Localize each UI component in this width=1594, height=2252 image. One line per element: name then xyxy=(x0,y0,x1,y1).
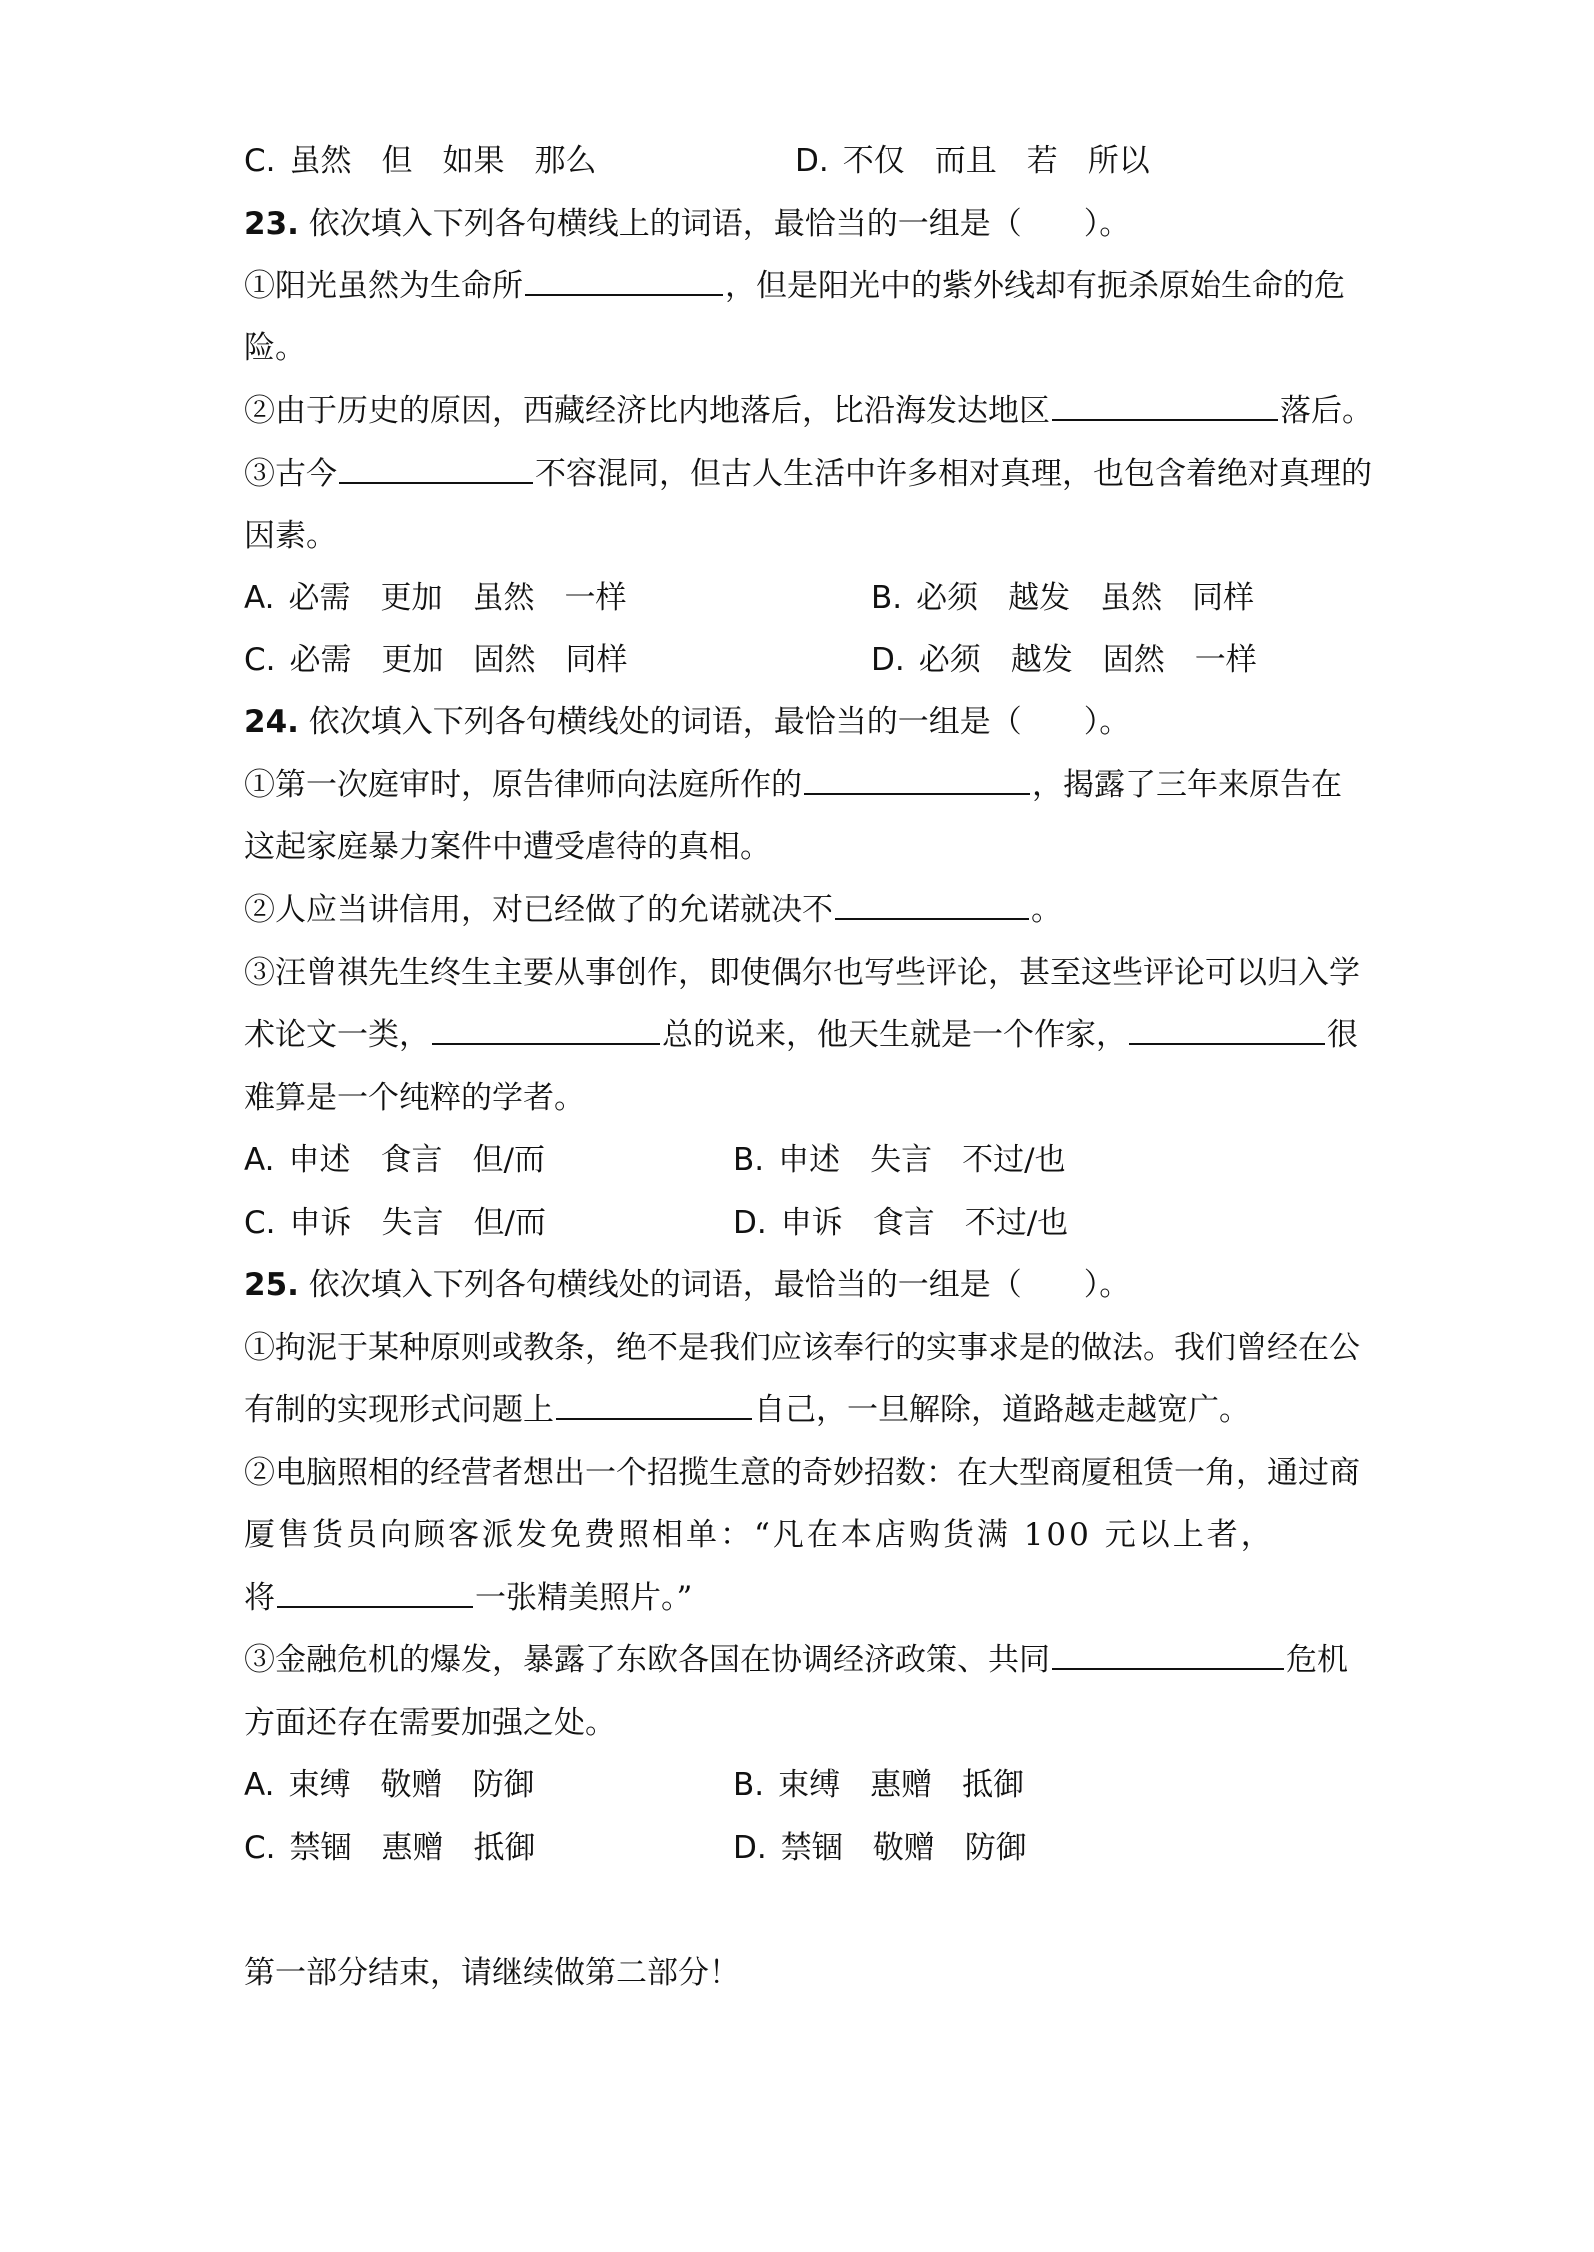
option-word: 虽然 xyxy=(1100,580,1163,616)
option-label: A. xyxy=(244,1767,275,1803)
option-word: 失言 xyxy=(381,1205,444,1241)
option-label: B. xyxy=(733,1142,765,1178)
option-label: D. xyxy=(733,1205,767,1241)
text: ①拘泥于某种原则或教条，绝不是我们应该奉行的实事求是的做法。我们曾经在公 xyxy=(244,1330,1360,1366)
text: 第一部分结束，请继续做第二部分！ xyxy=(244,1955,740,1991)
option-label: D. xyxy=(733,1830,767,1866)
q25-option-a[interactable] xyxy=(244,1765,565,1805)
q24-sentence-1-cont xyxy=(244,827,1384,867)
option-word: 所以 xyxy=(1087,143,1150,179)
q22-option-c xyxy=(244,141,627,181)
q25-sentence-2-end xyxy=(244,1578,1384,1618)
option-word: 而且 xyxy=(934,143,997,179)
text: ③古今 xyxy=(244,456,337,492)
option-word: 申诉 xyxy=(289,1205,352,1241)
option-label: D. xyxy=(795,143,829,179)
option-word: 必需 xyxy=(288,580,351,616)
q24-option-d[interactable] xyxy=(733,1203,1098,1243)
option-label: C. xyxy=(244,1205,276,1241)
option-word: 惠赠 xyxy=(381,1830,444,1866)
answer-blank[interactable] xyxy=(1052,391,1278,421)
answer-blank[interactable] xyxy=(432,1015,660,1045)
q23-option-a[interactable] xyxy=(244,578,657,618)
option-word: 必须 xyxy=(916,580,979,616)
text: 落后。 xyxy=(1280,393,1373,429)
option-word: 必需 xyxy=(289,642,352,678)
option-word: 束缚 xyxy=(288,1767,351,1803)
q23-option-d[interactable] xyxy=(871,640,1287,680)
q24-sentence-2 xyxy=(244,890,1384,930)
question-number: 25. xyxy=(244,1267,299,1303)
option-word: 申述 xyxy=(778,1142,841,1178)
option-word: 申诉 xyxy=(780,1205,843,1241)
option-word: 一样 xyxy=(564,580,627,616)
q24-option-b[interactable] xyxy=(733,1140,1096,1180)
text: 将 xyxy=(244,1580,275,1616)
option-word: 越发 xyxy=(1008,580,1071,616)
text: ，但是阳光中的紫外线却有扼杀原始生命的危 xyxy=(725,268,1345,304)
question-number: 24. xyxy=(244,704,299,740)
text: 险。 xyxy=(244,330,306,366)
q25-option-c[interactable] xyxy=(244,1828,566,1868)
q25-sentence-1-cont xyxy=(244,1390,1384,1430)
answer-blank[interactable] xyxy=(339,454,533,484)
q25-sentence-1 xyxy=(244,1328,1384,1368)
text: ③汪曾祺先生终生主要从事创作，即使偶尔也写些评论，甚至这些评论可以归入学 xyxy=(244,955,1360,991)
q23-stem xyxy=(244,204,1384,244)
answer-blank[interactable] xyxy=(804,765,1030,795)
text: 方面还存在需要加强之处。 xyxy=(244,1705,616,1741)
option-word: 同样 xyxy=(1192,580,1255,616)
text: ②由于历史的原因，西藏经济比内地落后，比沿海发达地区 xyxy=(244,393,1050,429)
q24-option-a[interactable] xyxy=(244,1140,575,1180)
text: 不容混同，但古人生活中许多相对真理，也包含着绝对真理的 xyxy=(535,456,1372,492)
text: 有制的实现形式问题上 xyxy=(244,1392,554,1428)
option-word: 抵御 xyxy=(473,1830,536,1866)
text: ②电脑照相的经营者想出一个招揽生意的奇妙招数：在大型商厦租赁一角，通过商 xyxy=(244,1455,1360,1491)
option-label: B. xyxy=(733,1767,765,1803)
q24-stem xyxy=(244,702,1384,742)
option-word: 固然 xyxy=(1102,642,1165,678)
text: 自己，一旦解除，道路越走越宽广。 xyxy=(754,1392,1250,1428)
answer-blank[interactable] xyxy=(1129,1015,1325,1045)
option-word: 食言 xyxy=(380,1142,443,1178)
option-label: C. xyxy=(244,642,276,678)
q24-sentence-3-cont xyxy=(244,1015,1384,1055)
q23-sentence-1-cont xyxy=(244,328,1384,368)
answer-blank[interactable] xyxy=(835,890,1029,920)
option-label: B. xyxy=(871,580,903,616)
text: 这起家庭暴力案件中遭受虐待的真相。 xyxy=(244,829,771,865)
section-end-note xyxy=(244,1953,1384,1993)
q23-sentence-3-cont xyxy=(244,516,1384,556)
option-word: 同样 xyxy=(565,642,628,678)
option-word: 若 xyxy=(1026,143,1058,179)
text: ①阳光虽然为生命所 xyxy=(244,268,523,304)
option-label: A. xyxy=(244,580,275,616)
q25-sentence-3-cont xyxy=(244,1703,1384,1743)
question-number: 23. xyxy=(244,206,299,242)
option-word: 不仅 xyxy=(842,143,905,179)
text: 。 xyxy=(1031,892,1062,928)
q24-sentence-3-end xyxy=(244,1078,1384,1118)
question-stem: 依次填入下列各句横线上的词语，最恰当的一组是（ ）。 xyxy=(308,206,1131,242)
text: 很 xyxy=(1327,1017,1358,1053)
q25-option-b[interactable] xyxy=(733,1765,1054,1805)
text: 难算是一个纯粹的学者。 xyxy=(244,1080,585,1116)
option-word: 越发 xyxy=(1010,642,1073,678)
text: 危机 xyxy=(1286,1642,1348,1678)
option-word: 防御 xyxy=(472,1767,535,1803)
option-label: C. xyxy=(244,143,276,179)
question-stem: 依次填入下列各句横线处的词语，最恰当的一组是（ ）。 xyxy=(308,704,1131,740)
q25-sentence-2 xyxy=(244,1453,1384,1493)
option-word: 那么 xyxy=(534,143,597,179)
option-word: 但/而 xyxy=(473,1205,546,1241)
q25-sentence-2-cont xyxy=(244,1515,1384,1555)
option-word: 抵御 xyxy=(962,1767,1025,1803)
option-word: 更加 xyxy=(381,642,444,678)
option-word: 但/而 xyxy=(472,1142,545,1178)
q25-sentence-3 xyxy=(244,1640,1384,1680)
option-word: 敬赠 xyxy=(872,1830,935,1866)
option-word: 必须 xyxy=(918,642,981,678)
option-word: 申述 xyxy=(288,1142,351,1178)
answer-blank[interactable] xyxy=(1052,1640,1284,1670)
answer-blank[interactable] xyxy=(277,1578,473,1608)
q23-sentence-2 xyxy=(244,391,1384,431)
option-word: 虽然 xyxy=(289,143,352,179)
q25-stem xyxy=(244,1265,1384,1305)
option-word: 更加 xyxy=(380,580,443,616)
option-word: 防御 xyxy=(964,1830,1027,1866)
option-word: 不过/也 xyxy=(962,1142,1066,1178)
option-word: 不过/也 xyxy=(964,1205,1069,1241)
text: ③金融危机的爆发，暴露了东欧各国在协调经济政策、共同 xyxy=(244,1642,1050,1678)
text: ①第一次庭审时，原告律师向法庭所作的 xyxy=(244,767,802,803)
option-word: 一样 xyxy=(1194,642,1257,678)
answer-blank[interactable] xyxy=(525,266,723,296)
answer-blank[interactable] xyxy=(556,1390,752,1420)
option-word: 禁锢 xyxy=(289,1830,352,1866)
option-label: C. xyxy=(244,1830,276,1866)
option-word: 束缚 xyxy=(778,1767,841,1803)
text: 总的说来，他天生就是一个作家， xyxy=(662,1017,1127,1053)
text: 因素。 xyxy=(244,518,337,554)
text: 厦售货员向顾客派发免费照相单：“凡在本店购货满 100 元以上者， xyxy=(244,1517,1275,1553)
text: ②人应当讲信用，对已经做了的允诺就决不 xyxy=(244,892,833,928)
question-stem: 依次填入下列各句横线处的词语，最恰当的一组是（ ）。 xyxy=(308,1267,1131,1303)
q23-option-c[interactable] xyxy=(244,640,658,680)
q22-option-d xyxy=(795,141,1180,181)
text: ，揭露了三年来原告在 xyxy=(1032,767,1342,803)
q23-option-b[interactable] xyxy=(871,578,1284,618)
option-word: 食言 xyxy=(872,1205,935,1241)
option-word: 如果 xyxy=(442,143,505,179)
text: 一张精美照片。” xyxy=(475,1580,693,1616)
q24-option-c[interactable] xyxy=(244,1203,576,1243)
q23-sentence-1 xyxy=(244,266,1384,306)
option-word: 虽然 xyxy=(472,580,535,616)
option-word: 禁锢 xyxy=(780,1830,843,1866)
q25-option-d[interactable] xyxy=(733,1828,1057,1868)
option-word: 但 xyxy=(381,143,413,179)
q23-sentence-3 xyxy=(244,454,1384,494)
q24-sentence-1 xyxy=(244,765,1384,805)
q24-sentence-3 xyxy=(244,953,1384,993)
option-word: 失言 xyxy=(870,1142,933,1178)
option-word: 惠赠 xyxy=(870,1767,933,1803)
option-label: D. xyxy=(871,642,905,678)
option-word: 固然 xyxy=(473,642,536,678)
option-word: 敬赠 xyxy=(380,1767,443,1803)
text: 术论文一类， xyxy=(244,1017,430,1053)
option-label: A. xyxy=(244,1142,275,1178)
